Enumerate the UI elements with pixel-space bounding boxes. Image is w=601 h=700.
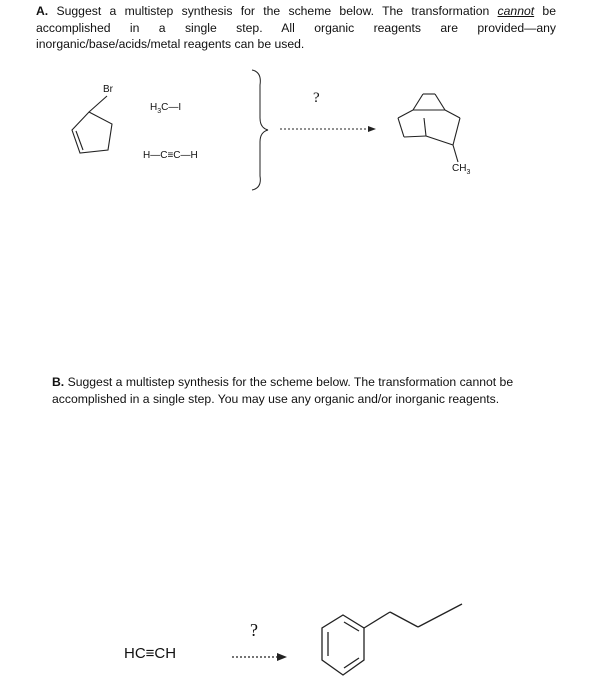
question-b-label: B.	[52, 375, 65, 389]
question-a-text: A. Suggest a multistep synthesis for the scheme below. The transformation cannot be accomplished in a single step. All organic reagents are provided—any inorganic/base/acids/metal reagents can be used.	[36, 4, 556, 51]
question-mark-b: ?	[250, 620, 258, 640]
emphasis-cannot: cannot	[497, 4, 535, 18]
methyl-iodide: $H_3C—I$	[150, 102, 182, 115]
product-methyl-label: $CH_3$	[452, 163, 471, 176]
acetylene: H—C≡C—H	[143, 150, 198, 161]
question-a-label: A.	[36, 4, 49, 18]
acetylene-reactant-b: HC≡CH	[124, 645, 177, 662]
question-mark-a: ?	[313, 90, 320, 106]
question-b-text: B. Suggest a multistep synthesis for the scheme below. The transformation cannot be accomplished in a single step. You may use any organic and/or inorganic reagents.	[52, 375, 514, 406]
bromo-label: Br	[103, 84, 113, 95]
